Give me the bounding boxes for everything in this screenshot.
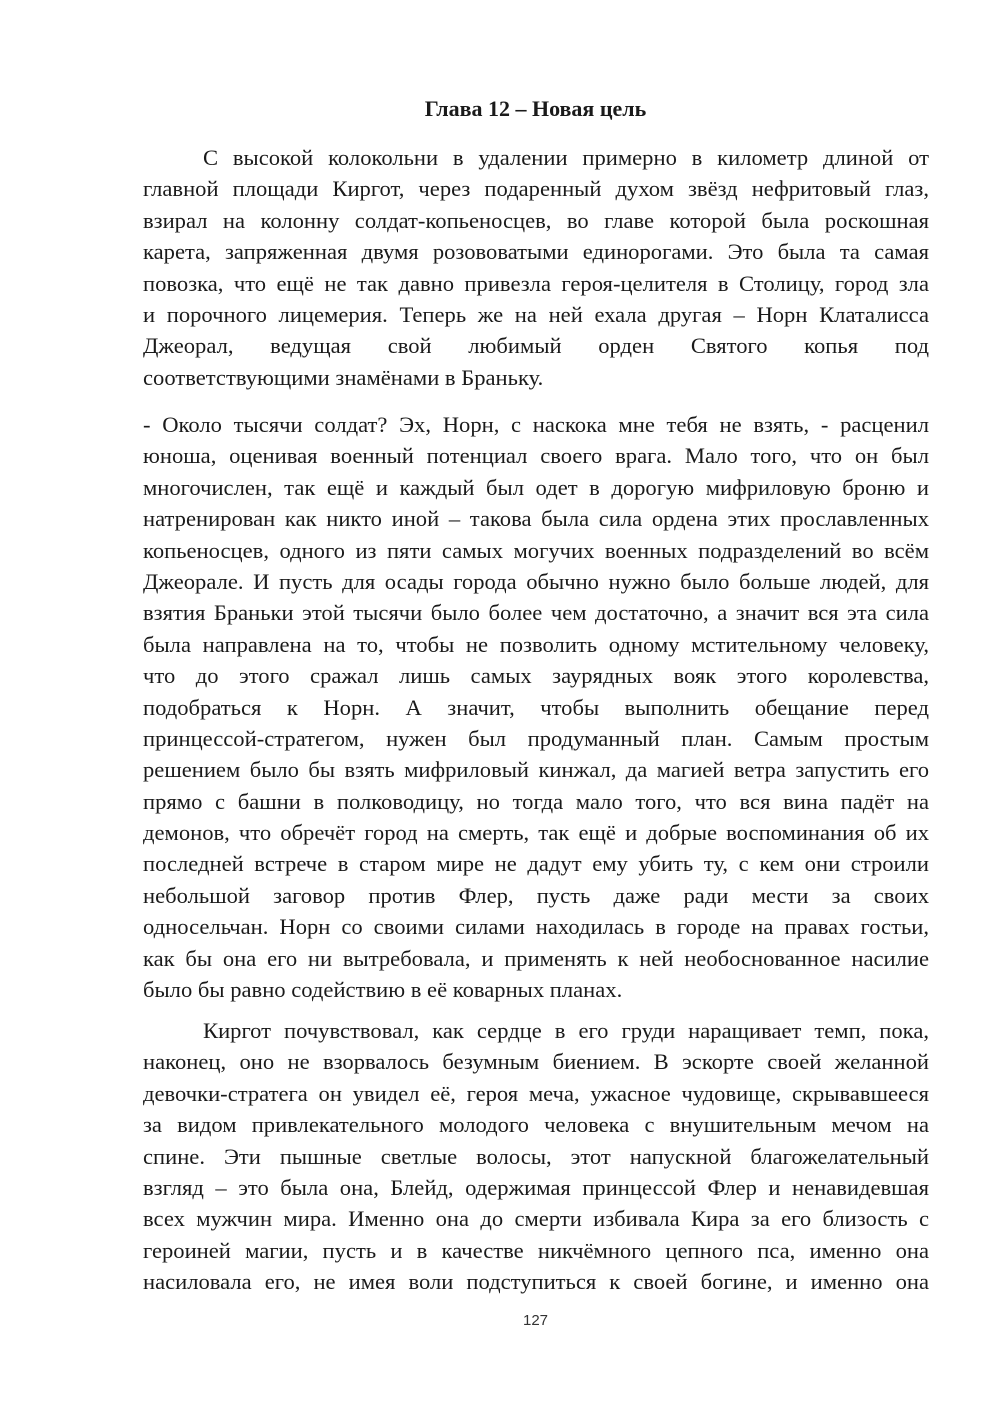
text-line: карета, запряженная двумя розововатыми единорогами. Это была та самая xyxy=(143,239,929,265)
text-line: героиней магии, пусть и в качестве никчёмного цепного пса, именно она xyxy=(143,1237,929,1263)
text-line: взирал на колонну солдат-копьеносцев, во главе которой была роскошная xyxy=(143,207,929,233)
text-line: подобраться к Норн. А значит, чтобы выполнить обещание перед xyxy=(143,694,929,720)
text-line: демонов, что обречёт город на смерть, так ещё и добрые воспоминания об их xyxy=(143,820,929,846)
text-line: взгляд – это была она, Блейд, одержимая принцессой Флер и ненавидевшая xyxy=(143,1174,929,1200)
text-line: спине. Эти пышные светлые волосы, этот напускной благожелательный xyxy=(143,1143,929,1169)
text-line: девочки-стратега он увидел её, героя меча, ужасное чудовище, скрывавшееся xyxy=(143,1080,929,1106)
text-line: как бы она его ни вытребовала, и применять к ней необоснованное насилие xyxy=(143,945,929,971)
text-line: Киргот почувствовал, как сердце в его груди наращивает темп, пока, xyxy=(203,1018,929,1043)
text-line: всех мужчин мира. Именно она до смерти избивала Кира за его близость с xyxy=(143,1206,929,1232)
text-line: С высокой колокольни в удалении примерно в километр длиной от xyxy=(203,145,929,170)
text-line: прямо с башни в полководицу, но тогда мало того, что вся вина падёт на xyxy=(143,788,929,814)
paragraph-3 xyxy=(143,1015,929,1298)
text-line: юноша, оценивая военный потенциал своего врага. Мало того, что он был xyxy=(143,443,929,469)
paragraph-2 xyxy=(143,409,929,1005)
text-line: соответствующими знамёнами в Браньку. xyxy=(143,364,544,390)
paragraph-1 xyxy=(143,142,929,393)
text-line: Джеорал, ведущая свой любимый орден Святого копья под xyxy=(143,333,929,359)
text-line: односельчан. Норн со своими силами находилась в городе на правах гостьи, xyxy=(143,914,929,940)
text-line: было бы равно содействию в её коварных планах. xyxy=(143,977,623,1003)
text-line: главной площади Киргот, через подаренный духом звёзд нефритовый глаз, xyxy=(143,176,929,202)
text-line: повозка, что ещё не так давно привезла героя-целителя в Столицу, город зла xyxy=(143,270,929,296)
page-number: 127 xyxy=(522,1312,549,1329)
text-line: и порочного лицемерия. Теперь же на ней ехала другая – Норн Клаталисса xyxy=(143,301,929,327)
text-line: принцессой-стратегом, нужен был продуманный план. Самым простым xyxy=(143,725,929,751)
text-line: копьеносцев, одного из пяти самых могучих военных подразделений во всём xyxy=(143,537,929,563)
text-line: что до этого сражал лишь самых заурядных вояк этого королевства, xyxy=(143,663,929,689)
text-line: за видом привлекательного молодого человека с внушительным мечом на xyxy=(143,1112,929,1138)
text-line: последней встрече в старом мире не дадут ему убить ту, с кем они строили xyxy=(143,851,929,877)
text-line: решением было бы взять мифриловый кинжал, да магией ветра запустить его xyxy=(143,757,929,783)
chapter-title: Глава 12 – Новая цель xyxy=(424,96,647,121)
text-line: наконец, оно не взорвалось безумным биением. В эскорте своей желанной xyxy=(143,1049,929,1075)
text-line: небольшой заговор против Флер, пусть даже ради мести за своих xyxy=(143,882,929,908)
text-line: многочислен, так ещё и каждый был одет в дорогую мифриловую броню и xyxy=(143,474,929,500)
text-line: насиловала его, не имея воли подступиться к своей богине, и именно она xyxy=(143,1269,929,1295)
text-line: Джеорале. И пусть для осады города обычно нужно было больше людей, для xyxy=(143,568,929,594)
text-line: - Около тысячи солдат? Эх, Норн, с наскока мне тебя не взять, - расценил xyxy=(143,412,929,437)
text-line: была направлена на то, чтобы не позволить одному мстительному человеку, xyxy=(143,631,929,657)
text-line: натренирован как никто иной – такова была сила ордена этих прославленных xyxy=(143,506,929,532)
text-line: взятия Браньки этой тысячи было более чем достаточно, а значит вся эта сила xyxy=(143,600,929,626)
